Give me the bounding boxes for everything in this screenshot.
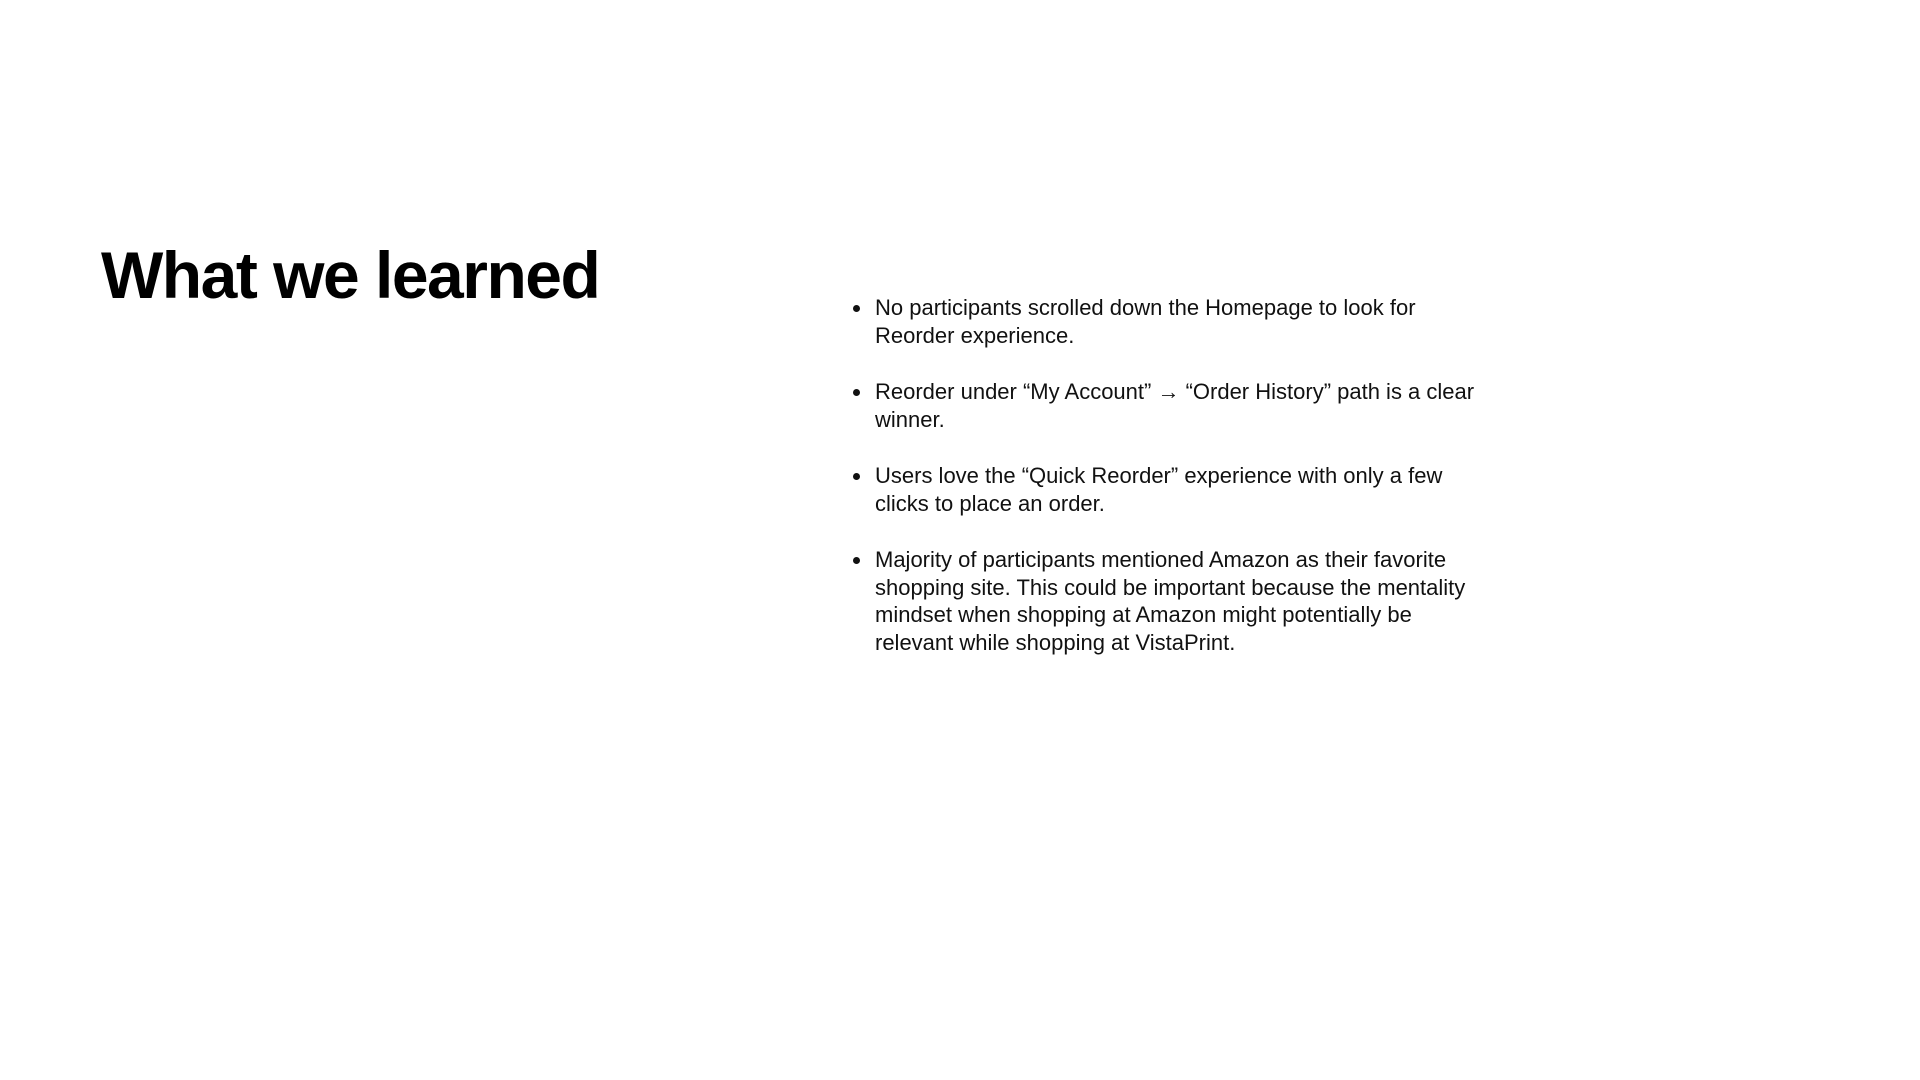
findings-list [875,294,1475,685]
list-item [875,378,1475,433]
list-item-text: No participants scrolled down the Homepage to look for Reorder experience. [875,295,1416,348]
list-item [875,546,1475,656]
bullet-icon [853,389,860,396]
list-item-text: Users love the “Quick Reorder” experience with only a few clicks to place an order. [875,463,1443,516]
slide-title: What we learned [101,238,600,312]
list-item-text: Reorder under “My Account” → “Order History” path is a clear winner. [875,379,1475,432]
bullet-icon [853,305,860,312]
list-item [875,462,1475,517]
bullet-icon [853,557,860,564]
bullet-icon [853,473,860,480]
list-item-text: Majority of participants mentioned Amazon as their favorite shopping site. This could be important because the mentality mindset when shopping at Amazon might potentially be relevant while shopping at VistaPrint. [875,547,1466,655]
list-item [875,294,1475,349]
